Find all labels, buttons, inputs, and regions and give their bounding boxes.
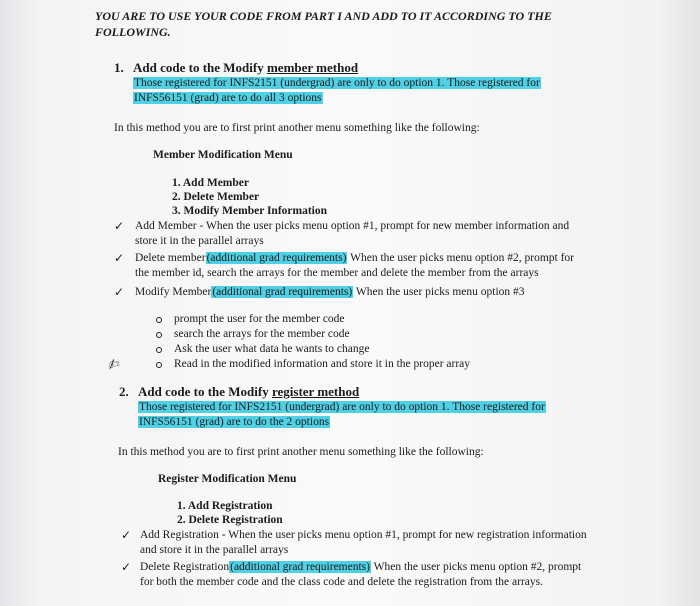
section-1-menu-intro: In this method you are to first print another menu something like the following: [114, 122, 480, 134]
section-1-note-line-1: Those registered for INFS2151 (undergrad) are only to do option 1. Those registered for [134, 77, 540, 89]
section-2-heading: Add code to the Modify register method [138, 384, 360, 399]
pen-mark-icon: ✍ [105, 355, 123, 375]
section-2-menu-intro: In this method you are to first print another menu something like the following: [118, 446, 484, 458]
checkmark-icon: ✓ [114, 251, 125, 265]
section-2-check-2-line-1: Delete Registration(additional grad requirements) When the user picks menu option #2, prompt [140, 561, 582, 573]
section-1-menu-title: Member Modification Menu [153, 149, 293, 161]
checkmark-icon: ✓ [114, 219, 125, 233]
section-2-note-line-1: Those registered for INFS2151 (undergrad) are only to do option 1. Those registered for [139, 401, 545, 413]
section-1-check-2-line-2: the member id, search the arrays for the member and delete the member from the arrays [135, 267, 539, 279]
intro-line-2: FOLLOWING. [95, 25, 171, 39]
section-1-menu-item: 3. Modify Member Information [172, 205, 328, 217]
section-1-check-1-line-1: Add Member - When the user picks menu option #1, prompt for new member information and [135, 220, 570, 232]
section-2-menu-item: 1. Add Registration [177, 500, 273, 512]
hollow-circle-bullet-icon [156, 362, 162, 368]
intro-line-1: YOU ARE TO USE YOUR CODE FROM PART I AND ADD TO IT ACCORDING TO THE [95, 9, 552, 23]
section-1-heading: Add code to the Modify member method [133, 60, 359, 75]
section-2-menu-title: Register Modification Menu [158, 473, 297, 485]
section-1-check-1-line-2: store it in the parallel arrays [135, 235, 264, 247]
section-1-sub-item: prompt the user for the member code [174, 313, 345, 325]
section-1-menu-item: 2. Delete Member [172, 191, 260, 203]
section-1-sub-item: Read in the modified information and store it in the proper array [174, 358, 471, 370]
section-2-check-1-line-1: Add Registration - When the user picks menu option #1, prompt for new registration information [140, 529, 587, 541]
section-1-sub-item: Ask the user what data he wants to change [174, 343, 370, 355]
checkmark-icon: ✓ [114, 285, 125, 299]
section-1-menu-item: 1. Add Member [172, 177, 249, 189]
hollow-circle-bullet-icon [156, 332, 162, 338]
section-2-check-1-line-2: and store it in the parallel arrays [140, 544, 289, 556]
section-2-note-line-2: INFS56151 (grad) are to do the 2 options [139, 416, 330, 428]
section-2-menu-item: 2. Delete Registration [177, 514, 283, 526]
section-1-number: 1. [114, 60, 124, 75]
section-2-number: 2. [119, 384, 129, 399]
section-1-sub-item: search the arrays for the member code [174, 328, 350, 340]
checkmark-icon: ✓ [121, 560, 132, 574]
hollow-circle-bullet-icon [156, 317, 162, 323]
section-1-note-line-2: INFS56151 (grad) are to do all 3 options [134, 92, 322, 104]
section-1-check-3: Modify Member(additional grad requirements) When the user picks menu option #3 [135, 286, 525, 298]
hollow-circle-bullet-icon [156, 347, 162, 353]
section-1-check-2-line-1: Delete member(additional grad requirements) When the user picks menu option #2, prompt for [135, 252, 574, 264]
section-2-check-2-line-2: for both the member code and the class code and delete the registration from the arrays. [140, 576, 543, 588]
checkmark-icon: ✓ [121, 528, 132, 542]
